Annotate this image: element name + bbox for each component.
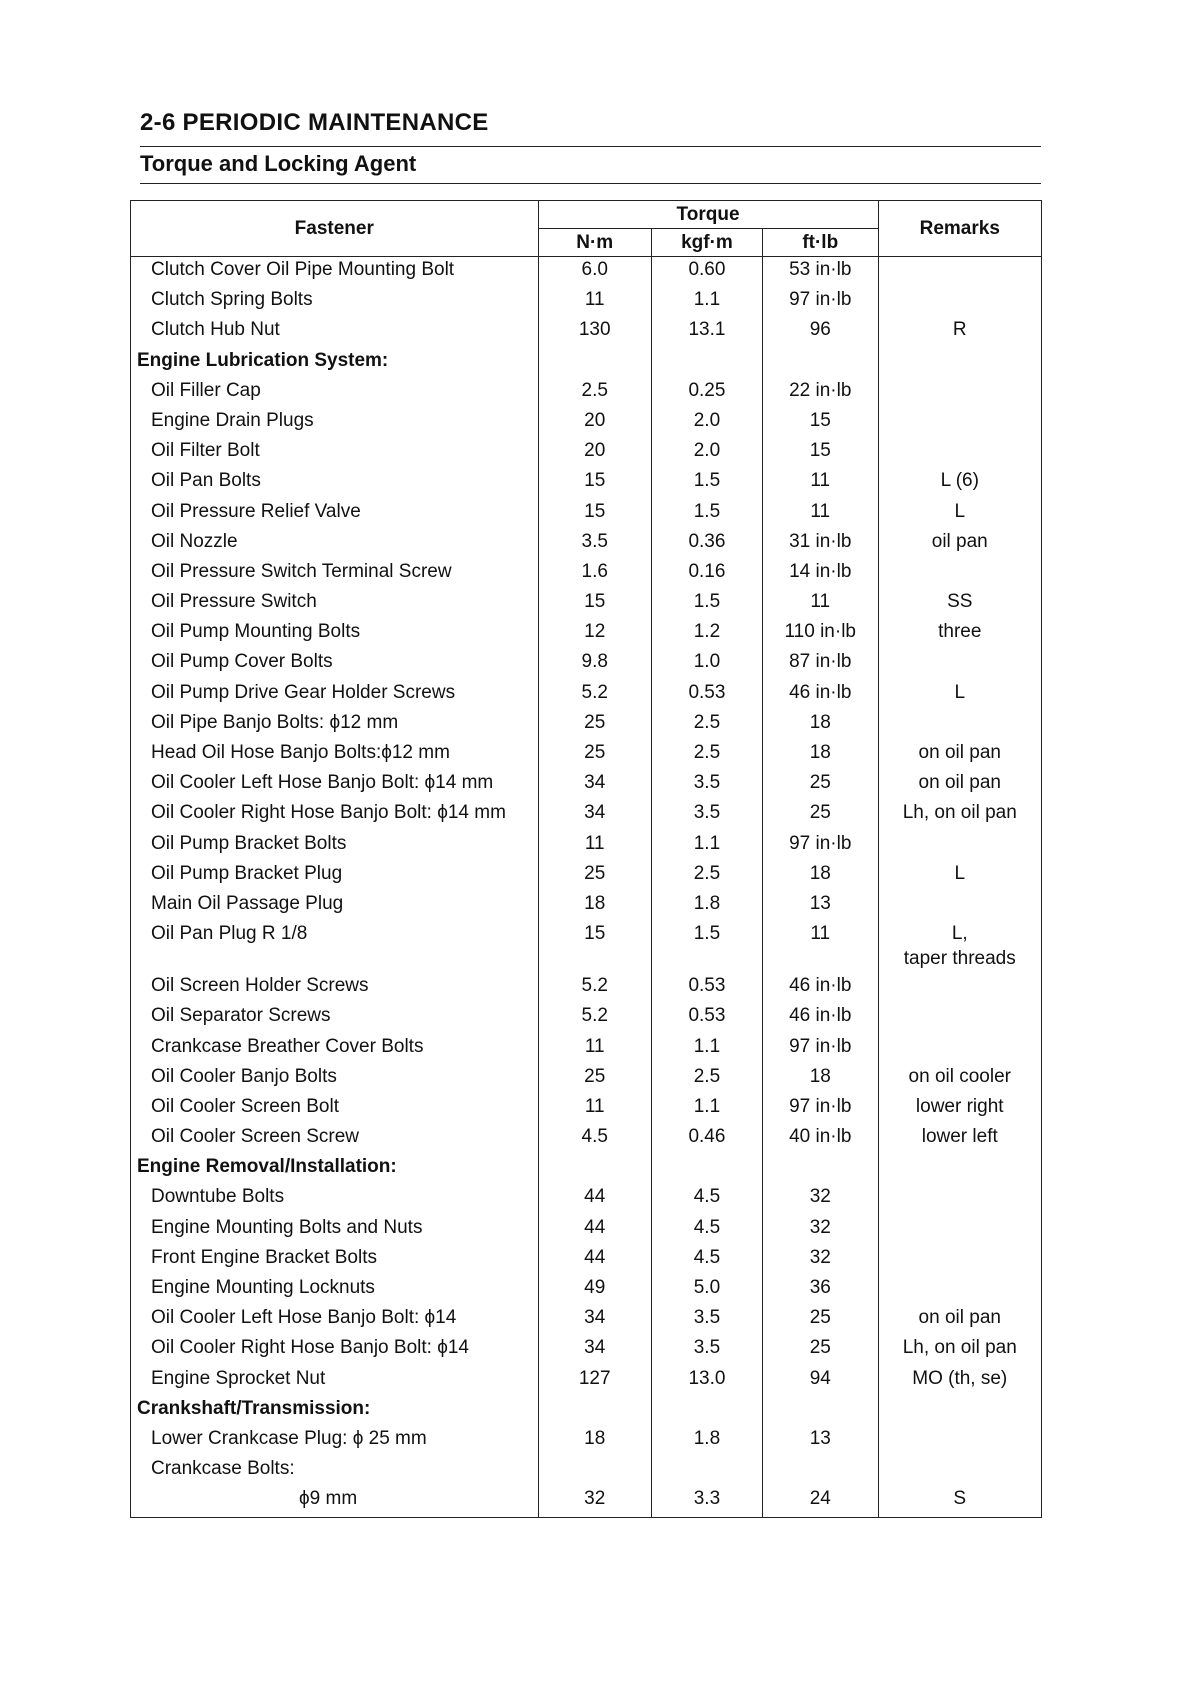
torque-ftlb-cell: 46 in·lb [763,973,879,1003]
table-row [131,287,1042,317]
section-row [131,348,1042,378]
torque-nm-cell: 3.5 [538,529,651,559]
remarks-cell [878,891,1041,921]
torque-kgfm-cell: 1.5 [651,921,762,973]
subtitle-rule [140,183,1041,184]
fastener-cell: Clutch Hub Nut [131,317,539,347]
fastener-cell: Crankcase Breather Cover Bolts [131,1034,539,1064]
fastener-cell: Engine Sprocket Nut [131,1366,539,1396]
fastener-cell: Oil Nozzle [131,529,539,559]
header-fastener: Fastener [131,201,539,257]
torque-nm-cell: 34 [538,1335,651,1365]
table-row [131,589,1042,619]
remarks-cell [878,649,1041,679]
empty-cell [878,1154,1041,1184]
fastener-cell: Downtube Bolts [131,1184,539,1214]
table-row [131,861,1042,891]
torque-nm-cell: 15 [538,468,651,498]
table-row [131,1335,1042,1365]
torque-nm-cell: 5.2 [538,1003,651,1033]
fastener-cell: Oil Cooler Screen Bolt [131,1094,539,1124]
table-row [131,1486,1042,1517]
torque-nm-cell: 6.0 [538,257,651,288]
torque-nm-cell: 15 [538,921,651,973]
table-row [131,831,1042,861]
torque-nm-cell: 11 [538,1094,651,1124]
header-kgfm: kgf·m [651,229,762,257]
torque-kgfm-cell: 2.5 [651,861,762,891]
header-remarks: Remarks [878,201,1041,257]
table-row [131,1094,1042,1124]
torque-nm-cell: 34 [538,770,651,800]
remarks-cell [878,1184,1041,1214]
section-row [131,1154,1042,1184]
torque-kgfm-cell: 4.5 [651,1245,762,1275]
fastener-cell: Lower Crankcase Plug: ϕ 25 mm [131,1426,539,1456]
table-row [131,468,1042,498]
empty-cell [763,1396,879,1426]
fastener-cell: Oil Pressure Switch Terminal Screw [131,559,539,589]
torque-kgfm-cell: 0.60 [651,257,762,288]
empty-cell [538,1396,651,1426]
section-subtitle: Torque and Locking Agent [140,151,417,176]
table-row [131,649,1042,679]
torque-kgfm-cell: 0.16 [651,559,762,589]
torque-nm-cell: 44 [538,1245,651,1275]
torque-kgfm-cell: 1.5 [651,468,762,498]
torque-ftlb-cell: 97 in·lb [763,287,879,317]
torque-nm-cell: 18 [538,891,651,921]
torque-nm-cell: 2.5 [538,378,651,408]
table-row [131,408,1042,438]
torque-nm-cell: 5.2 [538,973,651,1003]
fastener-cell: Oil Pipe Banjo Bolts: ϕ12 mm [131,710,539,740]
torque-ftlb-cell: 87 in·lb [763,649,879,679]
remarks-cell [878,287,1041,317]
empty-cell [878,1396,1041,1426]
page-title: 2-6 PERIODIC MAINTENANCE [140,109,489,136]
torque-nm-cell: 34 [538,1305,651,1335]
torque-nm-cell: 15 [538,499,651,529]
torque-ftlb-cell [763,1456,879,1486]
remarks-cell: S [878,1486,1041,1517]
remarks-cell: R [878,317,1041,347]
torque-kgfm-cell: 1.0 [651,649,762,679]
torque-kgfm-cell: 3.3 [651,1486,762,1517]
torque-nm-cell: 25 [538,1064,651,1094]
remarks-cell [878,1426,1041,1456]
remarks-cell: Lh, on oil pan [878,1335,1041,1365]
remarks-cell [878,1215,1041,1245]
fastener-cell: Oil Pressure Relief Valve [131,499,539,529]
table-row [131,1426,1042,1456]
section-row [131,1396,1042,1426]
remarks-cell [878,831,1041,861]
torque-ftlb-cell: 94 [763,1366,879,1396]
torque-ftlb-cell: 25 [763,800,879,830]
remarks-cell [878,559,1041,589]
remarks-cell [878,408,1041,438]
torque-ftlb-cell: 32 [763,1245,879,1275]
torque-kgfm-cell: 0.53 [651,1003,762,1033]
table-row [131,1215,1042,1245]
section-heading: Engine Removal/Installation: [131,1154,539,1184]
torque-ftlb-cell: 25 [763,1305,879,1335]
fastener-cell: Crankcase Bolts: [131,1456,539,1486]
remarks-cell [878,710,1041,740]
torque-kgfm-cell: 4.5 [651,1184,762,1214]
table-row [131,891,1042,921]
torque-kgfm-cell: 1.1 [651,287,762,317]
torque-kgfm-cell: 3.5 [651,800,762,830]
torque-kgfm-cell: 1.1 [651,1094,762,1124]
fastener-cell: Engine Mounting Bolts and Nuts [131,1215,539,1245]
torque-ftlb-cell: 40 in·lb [763,1124,879,1154]
remarks-cell [878,921,1041,973]
torque-nm-cell: 11 [538,1034,651,1064]
fastener-cell: Oil Pan Plug R 1/8 [131,921,539,973]
title-rule [140,146,1041,147]
empty-cell [651,1154,762,1184]
fastener-cell: Engine Drain Plugs [131,408,539,438]
section-heading: Engine Lubrication System: [131,348,539,378]
remarks-cell [878,257,1041,288]
torque-kgfm-cell: 2.0 [651,438,762,468]
remarks-cell: on oil pan [878,770,1041,800]
empty-cell [763,1154,879,1184]
table-row [131,740,1042,770]
fastener-cell: Clutch Spring Bolts [131,287,539,317]
fastener-cell: Main Oil Passage Plug [131,891,539,921]
torque-nm-cell: 25 [538,740,651,770]
table-row [131,921,1042,973]
fastener-cell: Oil Cooler Right Hose Banjo Bolt: ϕ14 mm [131,800,539,830]
remarks-cell [878,438,1041,468]
torque-nm-cell: 49 [538,1275,651,1305]
torque-nm-cell: 15 [538,589,651,619]
remarks-cell [878,1275,1041,1305]
table-row [131,800,1042,830]
table-row [131,1124,1042,1154]
torque-ftlb-cell: 25 [763,1335,879,1365]
remarks-cell: L [878,861,1041,891]
torque-ftlb-cell: 18 [763,861,879,891]
table-row [131,619,1042,649]
torque-nm-cell: 9.8 [538,649,651,679]
fastener-cell: Oil Pump Bracket Bolts [131,831,539,861]
empty-cell [878,348,1041,378]
torque-kgfm-cell: 1.1 [651,1034,762,1064]
torque-ftlb-cell: 18 [763,1064,879,1094]
torque-ftlb-cell: 22 in·lb [763,378,879,408]
torque-ftlb-cell: 14 in·lb [763,559,879,589]
table-row [131,1456,1042,1486]
torque-kgfm-cell: 1.8 [651,1426,762,1456]
torque-ftlb-cell: 25 [763,770,879,800]
torque-kgfm-cell: 13.0 [651,1366,762,1396]
remarks-cell: on oil pan [878,1305,1041,1335]
fastener-cell: ϕ9 mm [131,1486,539,1517]
torque-kgfm-cell: 4.5 [651,1215,762,1245]
remarks-cell [878,1456,1041,1486]
torque-nm-cell: 20 [538,438,651,468]
torque-kgfm-cell: 5.0 [651,1275,762,1305]
remarks-cell: SS [878,589,1041,619]
fastener-cell: Oil Separator Screws [131,1003,539,1033]
empty-cell [651,348,762,378]
fastener-cell: Oil Cooler Screen Screw [131,1124,539,1154]
torque-kgfm-cell: 2.0 [651,408,762,438]
torque-ftlb-cell: 110 in·lb [763,619,879,649]
torque-nm-cell: 34 [538,800,651,830]
torque-ftlb-cell: 32 [763,1215,879,1245]
torque-nm-cell: 25 [538,710,651,740]
fastener-cell: Oil Filter Bolt [131,438,539,468]
fastener-cell: Oil Cooler Right Hose Banjo Bolt: ϕ14 [131,1335,539,1365]
torque-ftlb-cell: 46 in·lb [763,1003,879,1033]
torque-ftlb-cell: 11 [763,921,879,973]
torque-kgfm-cell: 0.36 [651,529,762,559]
table-row [131,1003,1042,1033]
torque-ftlb-cell: 15 [763,438,879,468]
fastener-cell: Oil Cooler Banjo Bolts [131,1064,539,1094]
torque-ftlb-cell: 24 [763,1486,879,1517]
torque-ftlb-cell: 53 in·lb [763,257,879,288]
table-body [131,257,1042,1518]
torque-kgfm-cell: 13.1 [651,317,762,347]
fastener-cell: Oil Cooler Left Hose Banjo Bolt: ϕ14 mm [131,770,539,800]
torque-ftlb-cell: 18 [763,710,879,740]
torque-kgfm-cell: 1.1 [651,831,762,861]
fastener-cell: Oil Pump Bracket Plug [131,861,539,891]
torque-kgfm-cell: 0.25 [651,378,762,408]
table-row [131,499,1042,529]
table-row [131,680,1042,710]
section-heading: Crankshaft/Transmission: [131,1396,539,1426]
fastener-cell: Oil Pressure Switch [131,589,539,619]
empty-cell [763,348,879,378]
torque-nm-cell: 11 [538,831,651,861]
torque-kgfm-cell: 2.5 [651,740,762,770]
torque-ftlb-cell: 11 [763,499,879,529]
torque-nm-cell: 25 [538,861,651,891]
table-row [131,257,1042,288]
torque-kgfm-cell: 2.5 [651,710,762,740]
torque-kgfm-cell: 0.46 [651,1124,762,1154]
remarks-cell [878,1245,1041,1275]
torque-ftlb-cell: 36 [763,1275,879,1305]
remarks-cell: lower left [878,1124,1041,1154]
torque-ftlb-cell: 96 [763,317,879,347]
remarks-cell: on oil cooler [878,1064,1041,1094]
table-row [131,378,1042,408]
fastener-cell: Oil Filler Cap [131,378,539,408]
empty-cell [538,348,651,378]
torque-kgfm-cell: 1.5 [651,499,762,529]
remarks-cell: L [878,680,1041,710]
torque-nm-cell: 44 [538,1184,651,1214]
torque-ftlb-cell: 97 in·lb [763,1094,879,1124]
torque-nm-cell: 1.6 [538,559,651,589]
torque-ftlb-cell: 13 [763,1426,879,1456]
table-row [131,973,1042,1003]
torque-ftlb-cell: 46 in·lb [763,680,879,710]
fastener-cell: Oil Pump Mounting Bolts [131,619,539,649]
torque-nm-cell: 18 [538,1426,651,1456]
remarks-line: L, [951,923,968,945]
torque-nm-cell: 20 [538,408,651,438]
fastener-cell: Oil Screen Holder Screws [131,973,539,1003]
torque-nm-cell: 32 [538,1486,651,1517]
table-row [131,1305,1042,1335]
table-row [131,710,1042,740]
torque-kgfm-cell: 0.53 [651,680,762,710]
table-row [131,1366,1042,1396]
table-row [131,317,1042,347]
torque-table [130,200,1042,1518]
fastener-cell: Clutch Cover Oil Pipe Mounting Bolt [131,257,539,288]
table-row [131,1275,1042,1305]
torque-kgfm-cell: 3.5 [651,1305,762,1335]
fastener-cell: Oil Pan Bolts [131,468,539,498]
remarks-cell: three [878,619,1041,649]
header-nm: N·m [538,229,651,257]
fastener-cell: Engine Mounting Locknuts [131,1275,539,1305]
torque-kgfm-cell: 3.5 [651,1335,762,1365]
remarks-cell [878,1034,1041,1064]
torque-kgfm-cell: 1.8 [651,891,762,921]
torque-ftlb-cell: 97 in·lb [763,831,879,861]
table-header [131,201,1042,257]
torque-kgfm-cell [651,1456,762,1486]
remarks-cell: on oil pan [878,740,1041,770]
torque-nm-cell: 130 [538,317,651,347]
remarks-cell: oil pan [878,529,1041,559]
table-row [131,770,1042,800]
table-row [131,559,1042,589]
remarks-cell [878,1003,1041,1033]
remarks-cell [878,973,1041,1003]
remarks-cell [878,378,1041,408]
remarks-cell: L (6) [878,468,1041,498]
torque-kgfm-cell: 0.53 [651,973,762,1003]
header-torque: Torque [538,201,878,229]
torque-ftlb-cell: 31 in·lb [763,529,879,559]
table-row [131,1034,1042,1064]
remarks-cell: L [878,499,1041,529]
fastener-cell: Head Oil Hose Banjo Bolts:ϕ12 mm [131,740,539,770]
torque-ftlb-cell: 11 [763,468,879,498]
torque-nm-cell: 127 [538,1366,651,1396]
torque-ftlb-cell: 18 [763,740,879,770]
torque-nm-cell: 11 [538,287,651,317]
torque-nm-cell: 5.2 [538,680,651,710]
torque-kgfm-cell: 2.5 [651,1064,762,1094]
table-row [131,1245,1042,1275]
empty-cell [651,1396,762,1426]
fastener-cell: Oil Cooler Left Hose Banjo Bolt: ϕ14 [131,1305,539,1335]
torque-ftlb-cell: 11 [763,589,879,619]
empty-cell [538,1154,651,1184]
table-row [131,1064,1042,1094]
remarks-line: taper threads [903,948,1016,970]
torque-nm-cell: 44 [538,1215,651,1245]
torque-kgfm-cell: 3.5 [651,770,762,800]
torque-kgfm-cell: 1.5 [651,589,762,619]
remarks-cell: MO (th, se) [878,1366,1041,1396]
fastener-cell: Oil Pump Cover Bolts [131,649,539,679]
table-row [131,1184,1042,1214]
fastener-cell: Front Engine Bracket Bolts [131,1245,539,1275]
torque-kgfm-cell: 1.2 [651,619,762,649]
torque-nm-cell: 12 [538,619,651,649]
remarks-cell: Lh, on oil pan [878,800,1041,830]
fastener-cell: Oil Pump Drive Gear Holder Screws [131,680,539,710]
torque-ftlb-cell: 97 in·lb [763,1034,879,1064]
torque-ftlb-cell: 15 [763,408,879,438]
torque-ftlb-cell: 13 [763,891,879,921]
table-row [131,529,1042,559]
table-row [131,438,1042,468]
torque-ftlb-cell: 32 [763,1184,879,1214]
torque-nm-cell: 4.5 [538,1124,651,1154]
torque-nm-cell [538,1456,651,1486]
header-ftlb: ft·lb [763,229,879,257]
remarks-cell: lower right [878,1094,1041,1124]
